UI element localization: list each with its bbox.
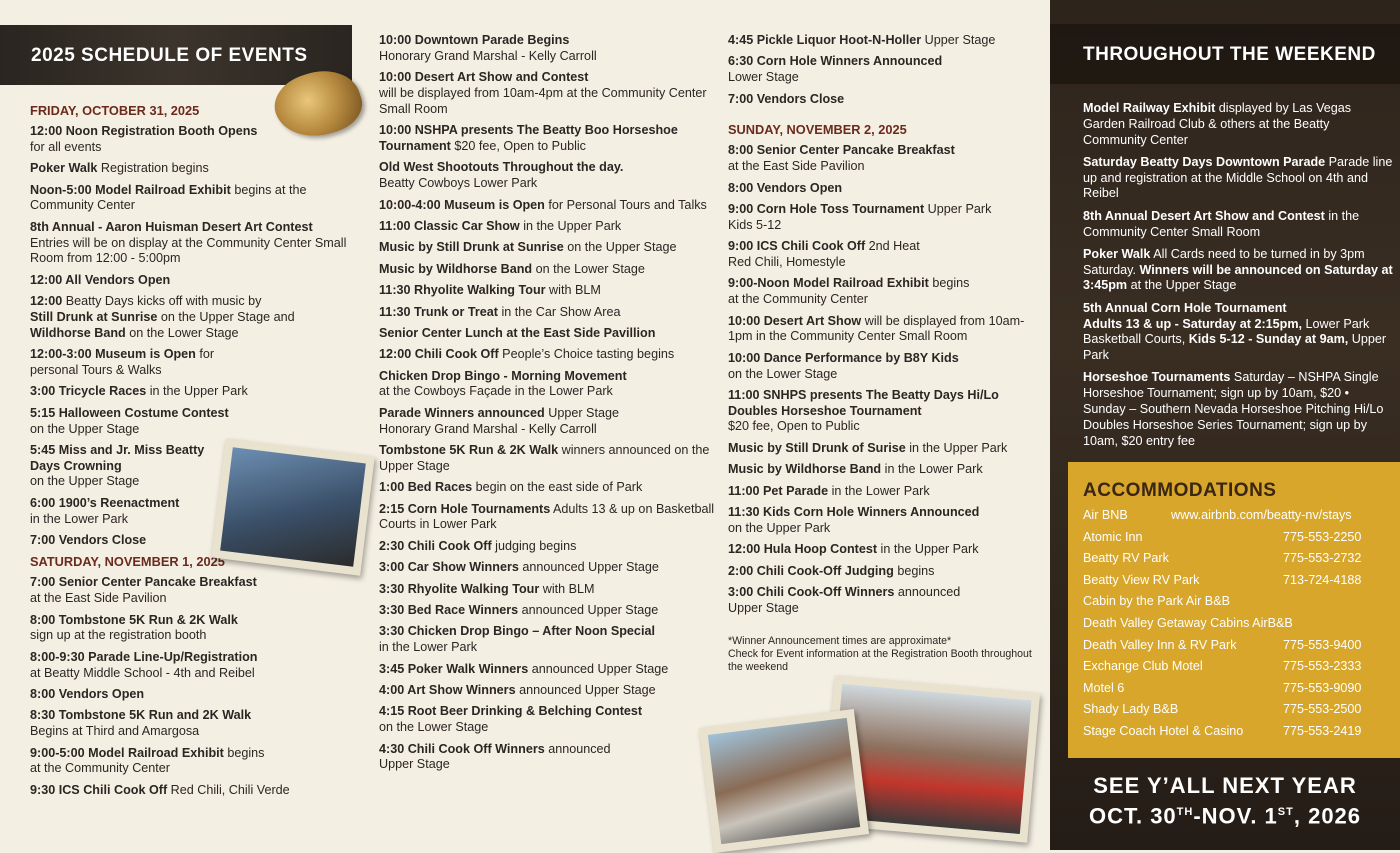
event-item: 11:30 Kids Corn Hole Winners Announced on the Upper Park [728, 505, 980, 535]
event-item: 11:00 Classic Car Show in the Upper Park [379, 218, 622, 233]
event-item: 3:00 Tricycle Races in the Upper Park [30, 384, 248, 399]
event-item: 10:00 Desert Art Show will be displayed from 10am-1pm in the Community Center Small Room [728, 313, 1025, 344]
event-item: Music by Wildhorse Band in the Lower Park [728, 462, 983, 477]
accommodation-phone: 775-553-2419 [1283, 723, 1362, 738]
event-item: 7:00 Vendors Close [728, 91, 845, 106]
accommodations-box [1068, 462, 1400, 758]
event-item: 9:00 ICS Chili Cook Off 2nd Heat Red Chili, Homestyle [728, 239, 920, 269]
event-item: 11:00 Pet Parade in the Lower Park [728, 483, 930, 498]
event-item: 11:30 Trunk or Treat in the Car Show Area [379, 304, 621, 319]
footer-line-1: SEE Y’ALL NEXT YEAR [1093, 773, 1357, 798]
event-item: 6:30 Corn Hole Winners Announced Lower Stage [728, 54, 943, 85]
accommodation-name: Air BNB [1083, 508, 1128, 522]
sunday-heading: SUNDAY, NOVEMBER 2, 2025 [728, 122, 907, 138]
event-item: 9:00-5:00 Model Railroad Exhibit begins at the Community Center [30, 745, 265, 776]
event-item: Senior Center Lunch at the East Side Pavillion [379, 325, 656, 340]
event-item: 4:45 Pickle Liquor Hoot-N-Holler Upper Stage [728, 33, 996, 47]
event-item: 11:30 Rhyolite Walking Tour with BLM [379, 283, 601, 298]
accommodations-list [1083, 507, 1393, 745]
weekend-item: Model Railway Exhibit displayed by Las Vegas Garden Railroad Club & others at the Beatty Community Center [1083, 101, 1352, 147]
event-item: Tombstone 5K Run & 2K Walk winners announced on the Upper Stage [379, 443, 710, 473]
weekend-item-corn-hole: 5th Annual Corn Hole Tournament Adults 13 & up - Saturday at 2:15pm, Lower Park Basketball Courts, Kids 5-12 - Sunday at 9am, Upper Park [1083, 300, 1387, 363]
event-item: 10:00 Desert Art Show and Contest will be displayed from 10am-4pm at the Community Center Small Room [379, 70, 707, 116]
accommodation-row [1083, 593, 1393, 615]
cowboys-photo [211, 438, 375, 575]
event-item: Parade Winners announced Upper Stage Honorary Grand Marshal - Kelly Carroll [379, 405, 619, 436]
accommodation-name: Exchange Club Motel [1083, 659, 1203, 674]
event-item: 9:00-Noon Model Railroad Exhibit begins at the Community Center [728, 276, 970, 307]
accommodation-name: Death Valley Inn & RV Park [1083, 637, 1237, 652]
accommodation-name: Motel 6 [1083, 680, 1125, 695]
event-item: 3:30 Bed Race Winners announced Upper Stage [379, 602, 659, 617]
accommodation-row [1083, 529, 1393, 551]
event-item: 2:15 Corn Hole Tournaments Adults 13 & up on Basketball Courts in Lower Park [379, 501, 715, 532]
event-item: 3:00 Car Show Winners announced Upper Stage [379, 560, 659, 575]
next-year-footer [1050, 772, 1400, 829]
event-item: 8:30 Tombstone 5K Run and 2K Walk Begins at Third and Amargosa [30, 708, 252, 739]
saturday-event-list [30, 575, 360, 798]
event-item: 10:00-4:00 Museum is Open for Personal Tours and Talks [379, 197, 707, 212]
event-item: 12:00 Chili Cook Off People’s Choice tasting begins [379, 347, 675, 362]
event-item: 8:00 Vendors Open [728, 180, 843, 195]
accommodation-name: Beatty View RV Park [1083, 572, 1200, 587]
event-item: 8:00-9:30 Parade Line-Up/Registration at Beatty Middle School - 4th and Reibel [30, 649, 258, 680]
event-item: 5:15 Halloween Costume Contest on the Upper Stage [30, 405, 229, 436]
announcement-note [728, 635, 1046, 675]
weekend-item: 8th Annual Desert Art Show and Contest in the Community Center Small Room [1083, 208, 1360, 239]
note-line-2: Check for Event information at the Registration Booth throughout the weekend [728, 647, 1032, 674]
accommodation-row [1083, 507, 1393, 529]
event-item: Old West Shootouts Throughout the day. Beatty Cowboys Lower Park [379, 160, 624, 191]
accommodation-row [1083, 637, 1393, 659]
event-item: 12:00 Noon Registration Booth Opens for all events [30, 124, 258, 154]
event-item: 1:00 Bed Races begin on the east side of Park [379, 480, 643, 495]
right-panel [1050, 0, 1400, 850]
event-item: 8:00 Senior Center Pancake Breakfast at the East Side Pavilion [728, 143, 955, 174]
accommodation-name: Beatty RV Park [1083, 551, 1169, 566]
accommodation-phone: 775-553-9090 [1283, 680, 1362, 695]
event-item: 2:30 Chili Cook Off judging begins [379, 538, 577, 553]
weekend-item: Horseshoe Tournaments Saturday – NSHPA Single Horseshoe Tournament; sign up by 10am, $20 • Sunday – Southern Nevada Horseshoe Pitching Hi/Lo Doubles Horseshoe Series Tournament; sign up by 10am, $20 entry fee [1083, 370, 1384, 448]
event-item: Music by Still Drunk at Sunrise on the Upper Stage [379, 240, 677, 255]
event-item: 4:00 Art Show Winners announced Upper Stage [379, 682, 656, 697]
accommodation-row [1083, 550, 1393, 572]
accommodation-phone: 775-553-9400 [1283, 637, 1362, 652]
accommodations-title: ACCOMMODATIONS [1083, 480, 1277, 501]
event-item: Music by Still Drunk of Surise in the Upper Park [728, 440, 1008, 455]
saturday-continued-event-list [379, 33, 719, 773]
friday-heading: FRIDAY, OCTOBER 31, 2025 [30, 103, 200, 118]
event-item: Noon-5:00 Model Railroad Exhibit begins at the Community Center [30, 182, 307, 213]
accommodation-name: Shady Lady B&B [1083, 702, 1179, 717]
event-item: 4:30 Chili Cook Off Winners announced Upper Stage [379, 741, 611, 772]
accommodation-name: Stage Coach Hotel & Casino [1083, 723, 1244, 738]
accommodation-phone: 775-553-2333 [1283, 659, 1362, 674]
event-item: 12:00 Hula Hoop Contest in the Upper Park [728, 542, 979, 557]
event-item: 4:15 Root Beer Drinking & Belching Contest on the Lower Stage [379, 704, 643, 735]
accommodation-row [1083, 701, 1393, 723]
event-item: 11:00 SNHPS presents The Beatty Days Hi/Lo Doubles Horseshoe Tournament $20 fee, Open to Public [728, 387, 999, 434]
event-item: 7:00 Vendors Close [30, 533, 147, 548]
weekend-item: Saturday Beatty Days Downtown Parade Parade line up and registration at the Middle School on 4th and Reibel [1083, 154, 1393, 201]
accommodation-phone: 775-553-2250 [1283, 529, 1362, 544]
weekend-title: THROUGHOUT THE WEEKEND [1083, 44, 1376, 65]
accommodation-name: Cabin by the Park Air B&B [1083, 594, 1230, 609]
event-item: 3:45 Poker Walk Winners announced Upper Stage [379, 661, 669, 676]
accommodation-url[interactable]: www.airbnb.com/beatty-nv/stays [1171, 508, 1352, 522]
event-item: 2:00 Chili Cook-Off Judging begins [728, 563, 935, 578]
accommodation-phone: 775-553-2500 [1283, 702, 1362, 717]
event-item: Chicken Drop Bingo - Morning Movement at the Cowboys Façade in the Lower Park [379, 368, 627, 399]
accommodation-row [1083, 615, 1393, 637]
event-item: 10:00 NSHPA presents The Beatty Boo Horseshoe Tournament $20 fee, Open to Public [379, 123, 678, 153]
event-item: 8:00 Tombstone 5K Run & 2K Walk sign up at the registration booth [30, 612, 238, 643]
event-item: 12:00-3:00 Museum is Open for personal Tours & Walks [30, 347, 215, 377]
accommodation-row [1083, 658, 1393, 680]
event-item: 9:00 Corn Hole Toss Tournament Upper Park Kids 5-12 [728, 201, 992, 232]
accommodation-name: Death Valley Getaway Cabins AirB&B [1083, 615, 1293, 630]
sunday-column [728, 33, 1046, 674]
weekend-list [1083, 101, 1395, 456]
accommodation-row [1083, 572, 1393, 594]
saturday-heading: SATURDAY, NOVEMBER 1, 2025 [30, 554, 225, 570]
event-item: 9:30 ICS Chili Cook Off Red Chili, Chili Verde [30, 782, 290, 797]
saturday-evening-event-list [728, 33, 1046, 107]
event-item: 10:00 Downtown Parade Begins Honorary Grand Marshal - Kelly Carroll [379, 33, 597, 63]
event-item: 8th Annual - Aaron Huisman Desert Art Contest Entries will be on display at the Community Center Small Room from 12:00 - 5:00pm [30, 219, 347, 266]
event-item: Poker Walk Registration begins [30, 161, 209, 176]
event-item: 3:30 Chicken Drop Bingo – After Noon Special in the Lower Park [379, 624, 655, 655]
accommodation-phone: 775-553-2732 [1283, 551, 1362, 566]
event-item: 12:00 Beatty Days kicks off with music by Still Drunk at Sunrise on the Upper Stage and Wildhorse Band on the Lower Stage [30, 294, 295, 340]
event-item: 8:00 Vendors Open [30, 687, 145, 702]
event-item: 7:00 Senior Center Pancake Breakfast at the East Side Pavilion [30, 575, 257, 606]
event-item: 3:00 Chili Cook-Off Winners announced Upper Stage [728, 585, 961, 615]
event-item: 6:00 1900’s Reenactment in the Lower Park [30, 495, 180, 526]
accommodation-row [1083, 680, 1393, 702]
accommodation-phone: 713-724-4188 [1283, 572, 1362, 587]
sunday-event-list [728, 143, 1046, 616]
accommodation-row [1083, 723, 1393, 745]
event-item: 12:00 All Vendors Open [30, 272, 171, 287]
weekend-item-poker-walk: Poker Walk All Cards need to be turned in by 3pm Saturday. Winners will be announced on Saturday at 3:45pm at the Upper Stage [1083, 246, 1393, 293]
accommodation-name: Atomic Inn [1083, 529, 1143, 544]
note-line-1: *Winner Announcement times are approximate* [728, 634, 952, 647]
schedule-title: 2025 SCHEDULE OF EVENTS [31, 45, 308, 66]
event-item: Music by Wildhorse Band on the Lower Stage [379, 261, 645, 276]
bed-race-photo [699, 709, 869, 853]
event-item: 5:45 Miss and Jr. Miss Beatty Days Crowning on the Upper Stage [30, 442, 205, 489]
event-item: 10:00 Dance Performance by B8Y Kids on the Lower Stage [728, 350, 959, 381]
event-item: 3:30 Rhyolite Walking Tour with BLM [379, 581, 595, 596]
footer-line-2: OCT. 30TH-NOV. 1ST, 2026 [1088, 803, 1362, 829]
saturday-continued-column [379, 33, 719, 779]
